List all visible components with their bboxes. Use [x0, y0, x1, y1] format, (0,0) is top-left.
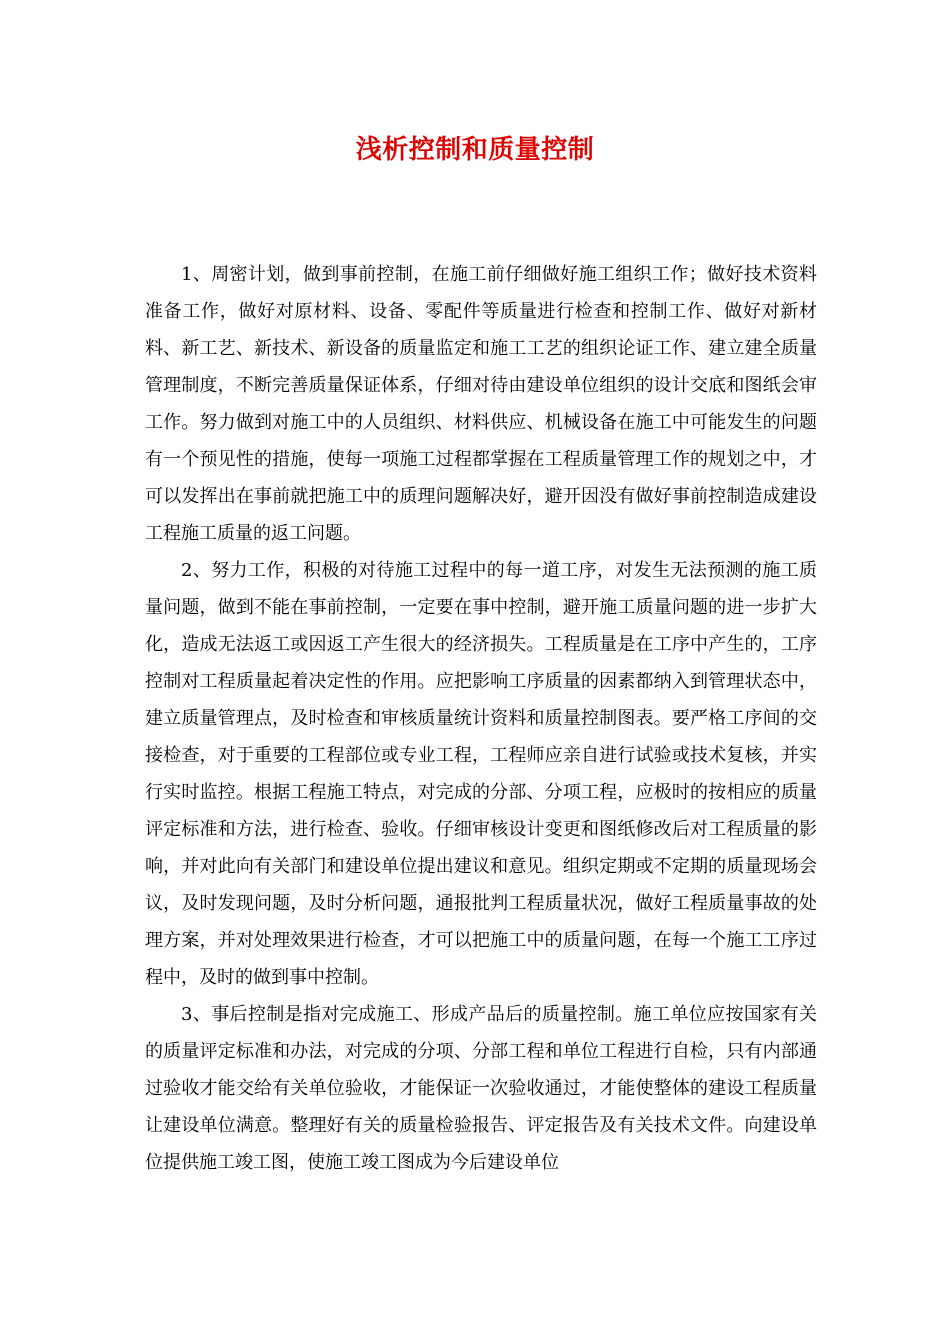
paragraph-2: 2、努力工作，积极的对待施工过程中的每一道工序，对发生无法预测的施工质量问题，做到不能在事前控制，一定要在事中控制，避开施工质量问题的进一步扩大化，造成无法返工或因返工产生很大的经济损失。工程质量是在工序中产生的，工序控制对工程质量起着决定性的作用。应把影响工序质量的因素都纳入到管理状态中，建立质量管理点，及时检查和审核质量统计资料和质量控制图表。要严格工序间的交接检查，对于重要的工程部位或专业工程，工程师应亲自进行试验或技术复核，并实行实时监控。根据工程施工特点，对完成的分部、分项工程，应极时的按相应的质量评定标准和方法，进行检查、验收。仔细审核设计变更和图纸修改后对工程质量的影响，并对此向有关部门和建设单位提出建议和意见。组织定期或不定期的质量现场会议，及时发现问题，及时分析问题，通报批判工程质量状况，做好工程质量事故的处理方案，并对处理效果进行检查，才可以把施工中的质量问题，在每一个施工工序过程中，及时的做到事中控制。: [145, 560, 817, 988]
document-title: 浅析控制和质量控制: [355, 135, 595, 165]
paragraph-3: 3、事后控制是指对完成施工、形成产品后的质量控制。施工单位应按国家有关的质量评定标准和办法，对完成的分项、分部工程和单位工程进行自检，只有内部通过验收才能交给有关单位验收，才能保证一次验收通过，才能使整体的建设工程质量让建设单位满意。整理好有关的质量检验报告、评定报告及有关技术文件。向建设单位提供施工竣工图，使施工竣工图成为今后建设单位: [145, 1004, 817, 1173]
paragraph-1: 1、周密计划，做到事前控制，在施工前仔细做好施工组织工作；做好技术资料准备工作，做好对原材料、设备、零配件等质量进行检查和控制工作、做好对新材料、新工艺、新技术、新设备的质量监定和施工工艺的组织论证工作、建立建全质量管理制度，不断完善质量保证体系，仔细对待由建设单位组织的设计交底和图纸会审工作。努力做到对施工中的人员组织、材料供应、机械设备在施工中可能发生的问题有一个预见性的措施，使每一项施工过程都掌握在工程质量管理工作的规划之中，才可以发挥出在事前就把施工中的质理问题解决好，避开因没有做好事前控制造成建设工程施工质量的返工问题。: [145, 264, 817, 544]
document-body: [145, 256, 817, 1181]
